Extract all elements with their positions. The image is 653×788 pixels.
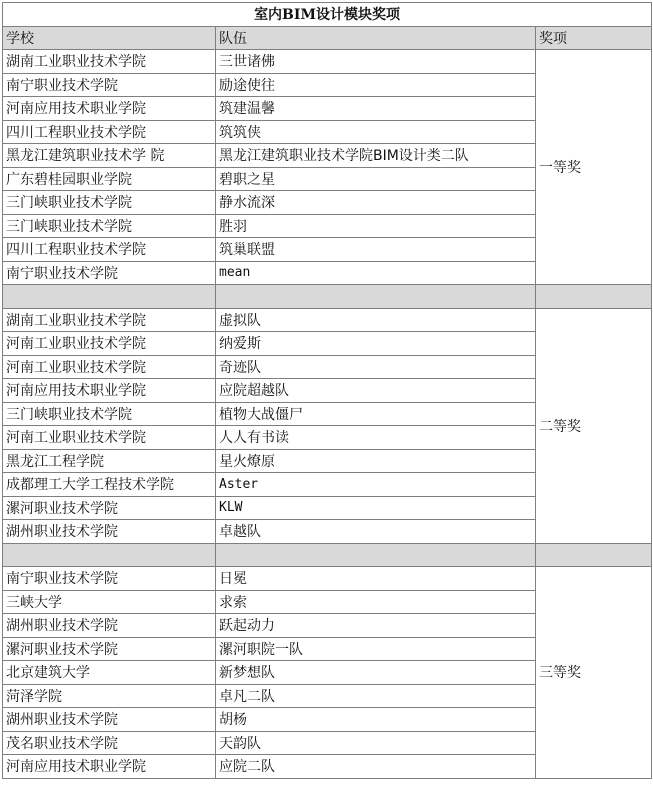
team-cell: 励途使往 (216, 73, 536, 97)
school-cell: 湖州职业技术学院 (3, 614, 216, 638)
school-cell: 黑龙江工程学院 (3, 449, 216, 473)
team-cell: 植物大战僵尸 (216, 402, 536, 426)
team-cell: 漯河职院一队 (216, 637, 536, 661)
school-cell: 三门峡职业技术学院 (3, 191, 216, 215)
school-cell: 湖南工业职业技术学院 (3, 50, 216, 74)
separator-cell (536, 543, 652, 567)
school-cell: 成都理工大学工程技术学院 (3, 473, 216, 497)
awards-table-body (3, 3, 652, 779)
team-cell: 卓越队 (216, 520, 536, 544)
group-separator-row (3, 285, 652, 309)
separator-cell (3, 285, 216, 309)
team-cell: 卓凡二队 (216, 684, 536, 708)
table-row (3, 50, 652, 74)
header-row (3, 26, 652, 50)
team-cell: KLW (216, 496, 536, 520)
school-cell: 黑龙江建筑职业技术学 院 (3, 144, 216, 168)
school-cell: 北京建筑大学 (3, 661, 216, 685)
school-cell: 广东碧桂园职业学院 (3, 167, 216, 191)
school-cell: 河南工业职业技术学院 (3, 355, 216, 379)
table-row (3, 308, 652, 332)
team-cell: 日冕 (216, 567, 536, 591)
school-cell: 南宁职业技术学院 (3, 73, 216, 97)
school-cell: 河南应用技术职业学院 (3, 755, 216, 779)
group-separator-row (3, 543, 652, 567)
team-cell: 三世诸佛 (216, 50, 536, 74)
table-title: 室内BIM设计模块奖项 (3, 3, 652, 27)
school-cell: 漯河职业技术学院 (3, 637, 216, 661)
award-cell: 一等奖 (536, 50, 652, 285)
school-cell: 河南应用技术职业学院 (3, 379, 216, 403)
award-cell: 三等奖 (536, 567, 652, 779)
team-cell: 胜羽 (216, 214, 536, 238)
team-cell: 筑筑侠 (216, 120, 536, 144)
school-cell: 湖南工业职业技术学院 (3, 308, 216, 332)
team-cell: 筑建温馨 (216, 97, 536, 121)
school-cell: 四川工程职业技术学院 (3, 120, 216, 144)
team-cell: Aster (216, 473, 536, 497)
team-cell: 静水流深 (216, 191, 536, 215)
school-cell: 茂名职业技术学院 (3, 731, 216, 755)
team-cell: 碧职之星 (216, 167, 536, 191)
award-cell: 二等奖 (536, 308, 652, 543)
table-row (3, 567, 652, 591)
team-cell: 求索 (216, 590, 536, 614)
team-cell: 应院超越队 (216, 379, 536, 403)
title-row (3, 3, 652, 27)
separator-cell (216, 285, 536, 309)
team-cell: 黑龙江建筑职业技术学院BIM设计类二队 (216, 144, 536, 168)
school-cell: 菏泽学院 (3, 684, 216, 708)
school-cell: 四川工程职业技术学院 (3, 238, 216, 262)
school-cell: 湖州职业技术学院 (3, 708, 216, 732)
awards-table (2, 2, 652, 779)
school-cell: 南宁职业技术学院 (3, 567, 216, 591)
header-school: 学校 (3, 26, 216, 50)
team-cell: mean (216, 261, 536, 285)
team-cell: 虚拟队 (216, 308, 536, 332)
separator-cell (536, 285, 652, 309)
team-cell: 胡杨 (216, 708, 536, 732)
header-award: 奖项 (536, 26, 652, 50)
team-cell: 筑巢联盟 (216, 238, 536, 262)
team-cell: 天韵队 (216, 731, 536, 755)
school-cell: 漯河职业技术学院 (3, 496, 216, 520)
school-cell: 河南应用技术职业学院 (3, 97, 216, 121)
separator-cell (3, 543, 216, 567)
school-cell: 三峡大学 (3, 590, 216, 614)
school-cell: 南宁职业技术学院 (3, 261, 216, 285)
team-cell: 星火燎原 (216, 449, 536, 473)
school-cell: 三门峡职业技术学院 (3, 402, 216, 426)
team-cell: 奇迹队 (216, 355, 536, 379)
team-cell: 新梦想队 (216, 661, 536, 685)
school-cell: 河南工业职业技术学院 (3, 332, 216, 356)
team-cell: 纳爱斯 (216, 332, 536, 356)
team-cell: 应院二队 (216, 755, 536, 779)
header-team: 队伍 (216, 26, 536, 50)
team-cell: 人人有书读 (216, 426, 536, 450)
school-cell: 湖州职业技术学院 (3, 520, 216, 544)
school-cell: 河南工业职业技术学院 (3, 426, 216, 450)
separator-cell (216, 543, 536, 567)
team-cell: 跃起动力 (216, 614, 536, 638)
school-cell: 三门峡职业技术学院 (3, 214, 216, 238)
